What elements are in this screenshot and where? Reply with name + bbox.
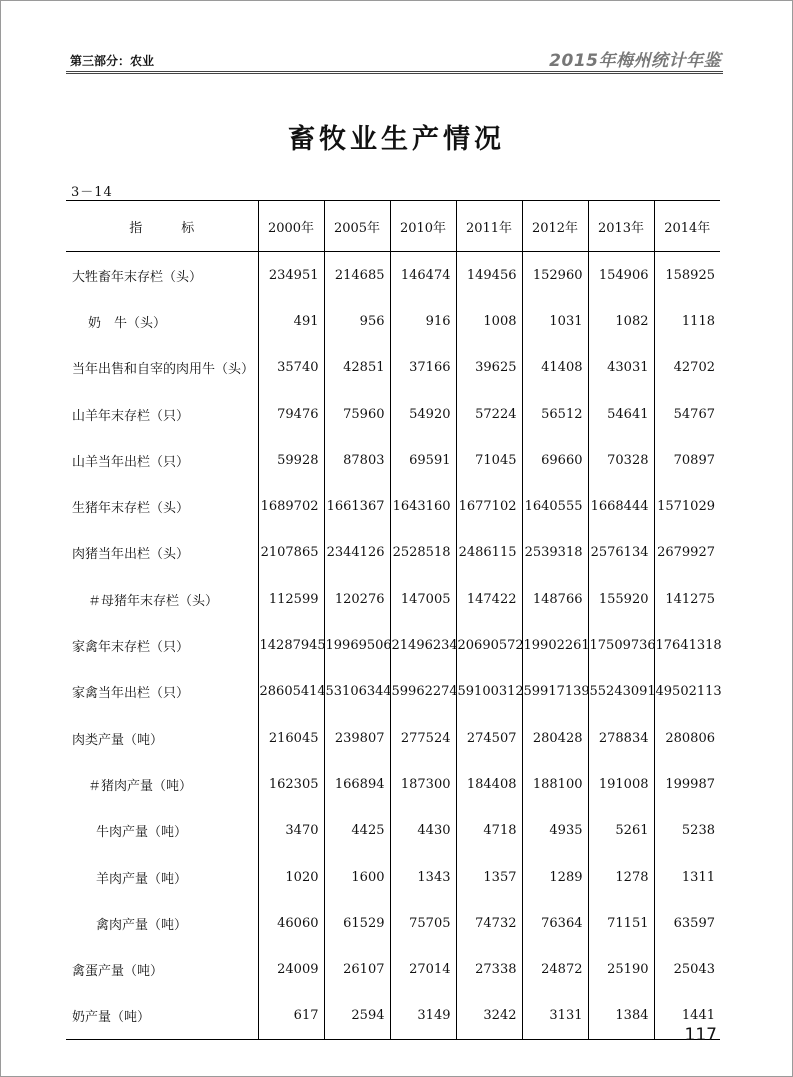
table-row [66,946,720,992]
indicator-header: 指 标 [66,201,258,252]
value-cell: 274507 [456,715,522,761]
table-row [66,669,720,715]
header-divider-secondary [66,73,723,74]
value-cell: 1677102 [456,483,522,529]
year-header: 2014年 [654,201,720,252]
value-cell: 280806 [654,715,720,761]
value-cell: 188100 [522,761,588,807]
value-cell: 147005 [390,576,456,622]
value-cell: 46060 [258,900,324,946]
value-cell: 42851 [324,345,390,391]
value-cell: 1343 [390,854,456,900]
value-cell: 5238 [654,808,720,854]
yearbook-header: 2015年梅州统计年鉴 [549,51,721,71]
value-cell: 2539318 [522,530,588,576]
value-cell: 76364 [522,900,588,946]
value-cell: 75705 [390,900,456,946]
table-row [66,715,720,761]
row-label: 禽肉产量（吨） [96,917,188,933]
value-cell: 74732 [456,900,522,946]
value-cell: 21496234 [390,622,456,668]
value-cell: 1441 [654,993,720,1040]
row-label: 奶产量（吨） [66,993,258,1040]
value-cell: 69660 [522,437,588,483]
year-header: 2005年 [324,201,390,252]
row-label: 禽蛋产量（吨） [72,964,164,980]
value-cell: 1311 [654,854,720,900]
value-cell: 1020 [258,854,324,900]
value-cell: 1600 [324,854,390,900]
table-row [66,761,720,807]
table-row [66,437,720,483]
year-header: 2011年 [456,201,522,252]
value-cell: 39625 [456,345,522,391]
value-cell: 147422 [456,576,522,622]
value-cell: 112599 [258,576,324,622]
value-cell: 41408 [522,345,588,391]
value-cell: 14287945 [258,622,324,668]
value-cell: 1082 [588,298,654,344]
value-cell: 57224 [456,391,522,437]
table-row [66,298,720,344]
value-cell: 187300 [390,761,456,807]
value-cell: 158925 [654,252,720,299]
table-row [66,900,720,946]
value-cell: 1384 [588,993,654,1040]
value-cell: 1008 [456,298,522,344]
row-label: 家禽当年出栏（只） [72,686,190,702]
year-header: 2013年 [588,201,654,252]
year-header: 2012年 [522,201,588,252]
row-label: 大牲畜年末存栏（头） [72,269,203,285]
table-row [66,252,720,299]
value-cell: 146474 [390,252,456,299]
table-row [66,854,720,900]
value-cell: 152960 [522,252,588,299]
table-header-row [66,201,720,252]
value-cell: 69591 [390,437,456,483]
value-cell: 79476 [258,391,324,437]
value-cell: 26107 [324,946,390,992]
value-cell: 55243091 [588,669,654,715]
value-cell: 162305 [258,761,324,807]
value-cell: 214685 [324,252,390,299]
value-cell: 43031 [588,345,654,391]
table-row [66,530,720,576]
value-cell: 25043 [654,946,720,992]
value-cell: 54641 [588,391,654,437]
value-cell: 17641318 [654,622,720,668]
row-label: 山羊年末存栏（只） [72,408,190,424]
value-cell: 19969506 [324,622,390,668]
value-cell: 71151 [588,900,654,946]
value-cell: 280428 [522,715,588,761]
section-header: 第三部分：农业 [70,54,155,68]
value-cell: 1118 [654,298,720,344]
value-cell: 1357 [456,854,522,900]
row-label: 肉类产量（吨） [72,732,164,748]
value-cell: 42702 [654,345,720,391]
value-cell: 70897 [654,437,720,483]
row-label: 家禽年末存栏（只） [72,640,190,656]
value-cell: 1661367 [324,483,390,529]
value-cell: 70328 [588,437,654,483]
value-cell: 4430 [390,808,456,854]
value-cell: 49502113 [654,669,720,715]
table-row [66,576,720,622]
value-cell: 617 [258,993,324,1040]
value-cell: 54920 [390,391,456,437]
value-cell: 2486115 [456,530,522,576]
value-cell: 3470 [258,808,324,854]
value-cell: 59962274 [390,669,456,715]
value-cell: 17509736 [588,622,654,668]
value-cell: 2344126 [324,530,390,576]
value-cell: 278834 [588,715,654,761]
value-cell: 61529 [324,900,390,946]
row-label: 生猪年末存栏（头） [72,501,190,517]
value-cell: 53106344 [324,669,390,715]
value-cell: 277524 [390,715,456,761]
row-label: 牛肉产量（吨） [96,825,188,841]
value-cell: 2107865 [258,530,324,576]
value-cell: 141275 [654,576,720,622]
value-cell: 491 [258,298,324,344]
value-cell: 5261 [588,808,654,854]
value-cell: 234951 [258,252,324,299]
table-row [66,391,720,437]
value-cell: 149456 [456,252,522,299]
table-row [66,808,720,854]
header-divider [66,71,723,72]
value-cell: 216045 [258,715,324,761]
table-row [66,993,720,1040]
value-cell: 59100312 [456,669,522,715]
value-cell: 28605414 [258,669,324,715]
value-cell: 75960 [324,391,390,437]
value-cell: 4425 [324,808,390,854]
year-header: 2010年 [390,201,456,252]
value-cell: 148766 [522,576,588,622]
page-number: 117 [684,1025,717,1045]
value-cell: 56512 [522,391,588,437]
value-cell: 191008 [588,761,654,807]
value-cell: 155920 [588,576,654,622]
value-cell: 1289 [522,854,588,900]
row-label: 奶 牛（头） [88,315,167,331]
value-cell: 2594 [324,993,390,1040]
row-label: 当年出售和自宰的肉用牛（头） [72,362,255,378]
value-cell: 19902261 [522,622,588,668]
value-cell: 2679927 [654,530,720,576]
value-cell: 54767 [654,391,720,437]
value-cell: 184408 [456,761,522,807]
value-cell: 24009 [258,946,324,992]
value-cell: 239807 [324,715,390,761]
value-cell: 916 [390,298,456,344]
value-cell: 4935 [522,808,588,854]
table-row [66,483,720,529]
value-cell: 1640555 [522,483,588,529]
value-cell: 199987 [654,761,720,807]
value-cell: 166894 [324,761,390,807]
value-cell: 1643160 [390,483,456,529]
value-cell: 1571029 [654,483,720,529]
value-cell: 2528518 [390,530,456,576]
value-cell: 87803 [324,437,390,483]
value-cell: 2576134 [588,530,654,576]
value-cell: 25190 [588,946,654,992]
value-cell: 20690572 [456,622,522,668]
value-cell: 35740 [258,345,324,391]
value-cell: 4718 [456,808,522,854]
page-title: 畜牧业生产情况 [288,124,505,155]
value-cell: 3149 [390,993,456,1040]
value-cell: 71045 [456,437,522,483]
value-cell: 1689702 [258,483,324,529]
row-label: ＃母猪年末存栏（头） [88,593,219,609]
value-cell: 63597 [654,900,720,946]
table-number: 3－14 [71,185,113,200]
value-cell: 27014 [390,946,456,992]
row-label: 羊肉产量（吨） [96,871,188,887]
value-cell: 27338 [456,946,522,992]
value-cell: 59917139 [522,669,588,715]
row-label: ＃猪肉产量（吨） [88,778,193,794]
row-label: 肉猪当年出栏（头） [72,547,190,563]
row-label: 山羊当年出栏（只） [72,454,190,470]
value-cell: 120276 [324,576,390,622]
value-cell: 956 [324,298,390,344]
livestock-table [66,200,720,1040]
value-cell: 1031 [522,298,588,344]
table-row [66,622,720,668]
table-row [66,345,720,391]
value-cell: 3242 [456,993,522,1040]
value-cell: 154906 [588,252,654,299]
value-cell: 59928 [258,437,324,483]
value-cell: 3131 [522,993,588,1040]
value-cell: 1278 [588,854,654,900]
value-cell: 24872 [522,946,588,992]
value-cell: 37166 [390,345,456,391]
year-header: 2000年 [258,201,324,252]
value-cell: 1668444 [588,483,654,529]
